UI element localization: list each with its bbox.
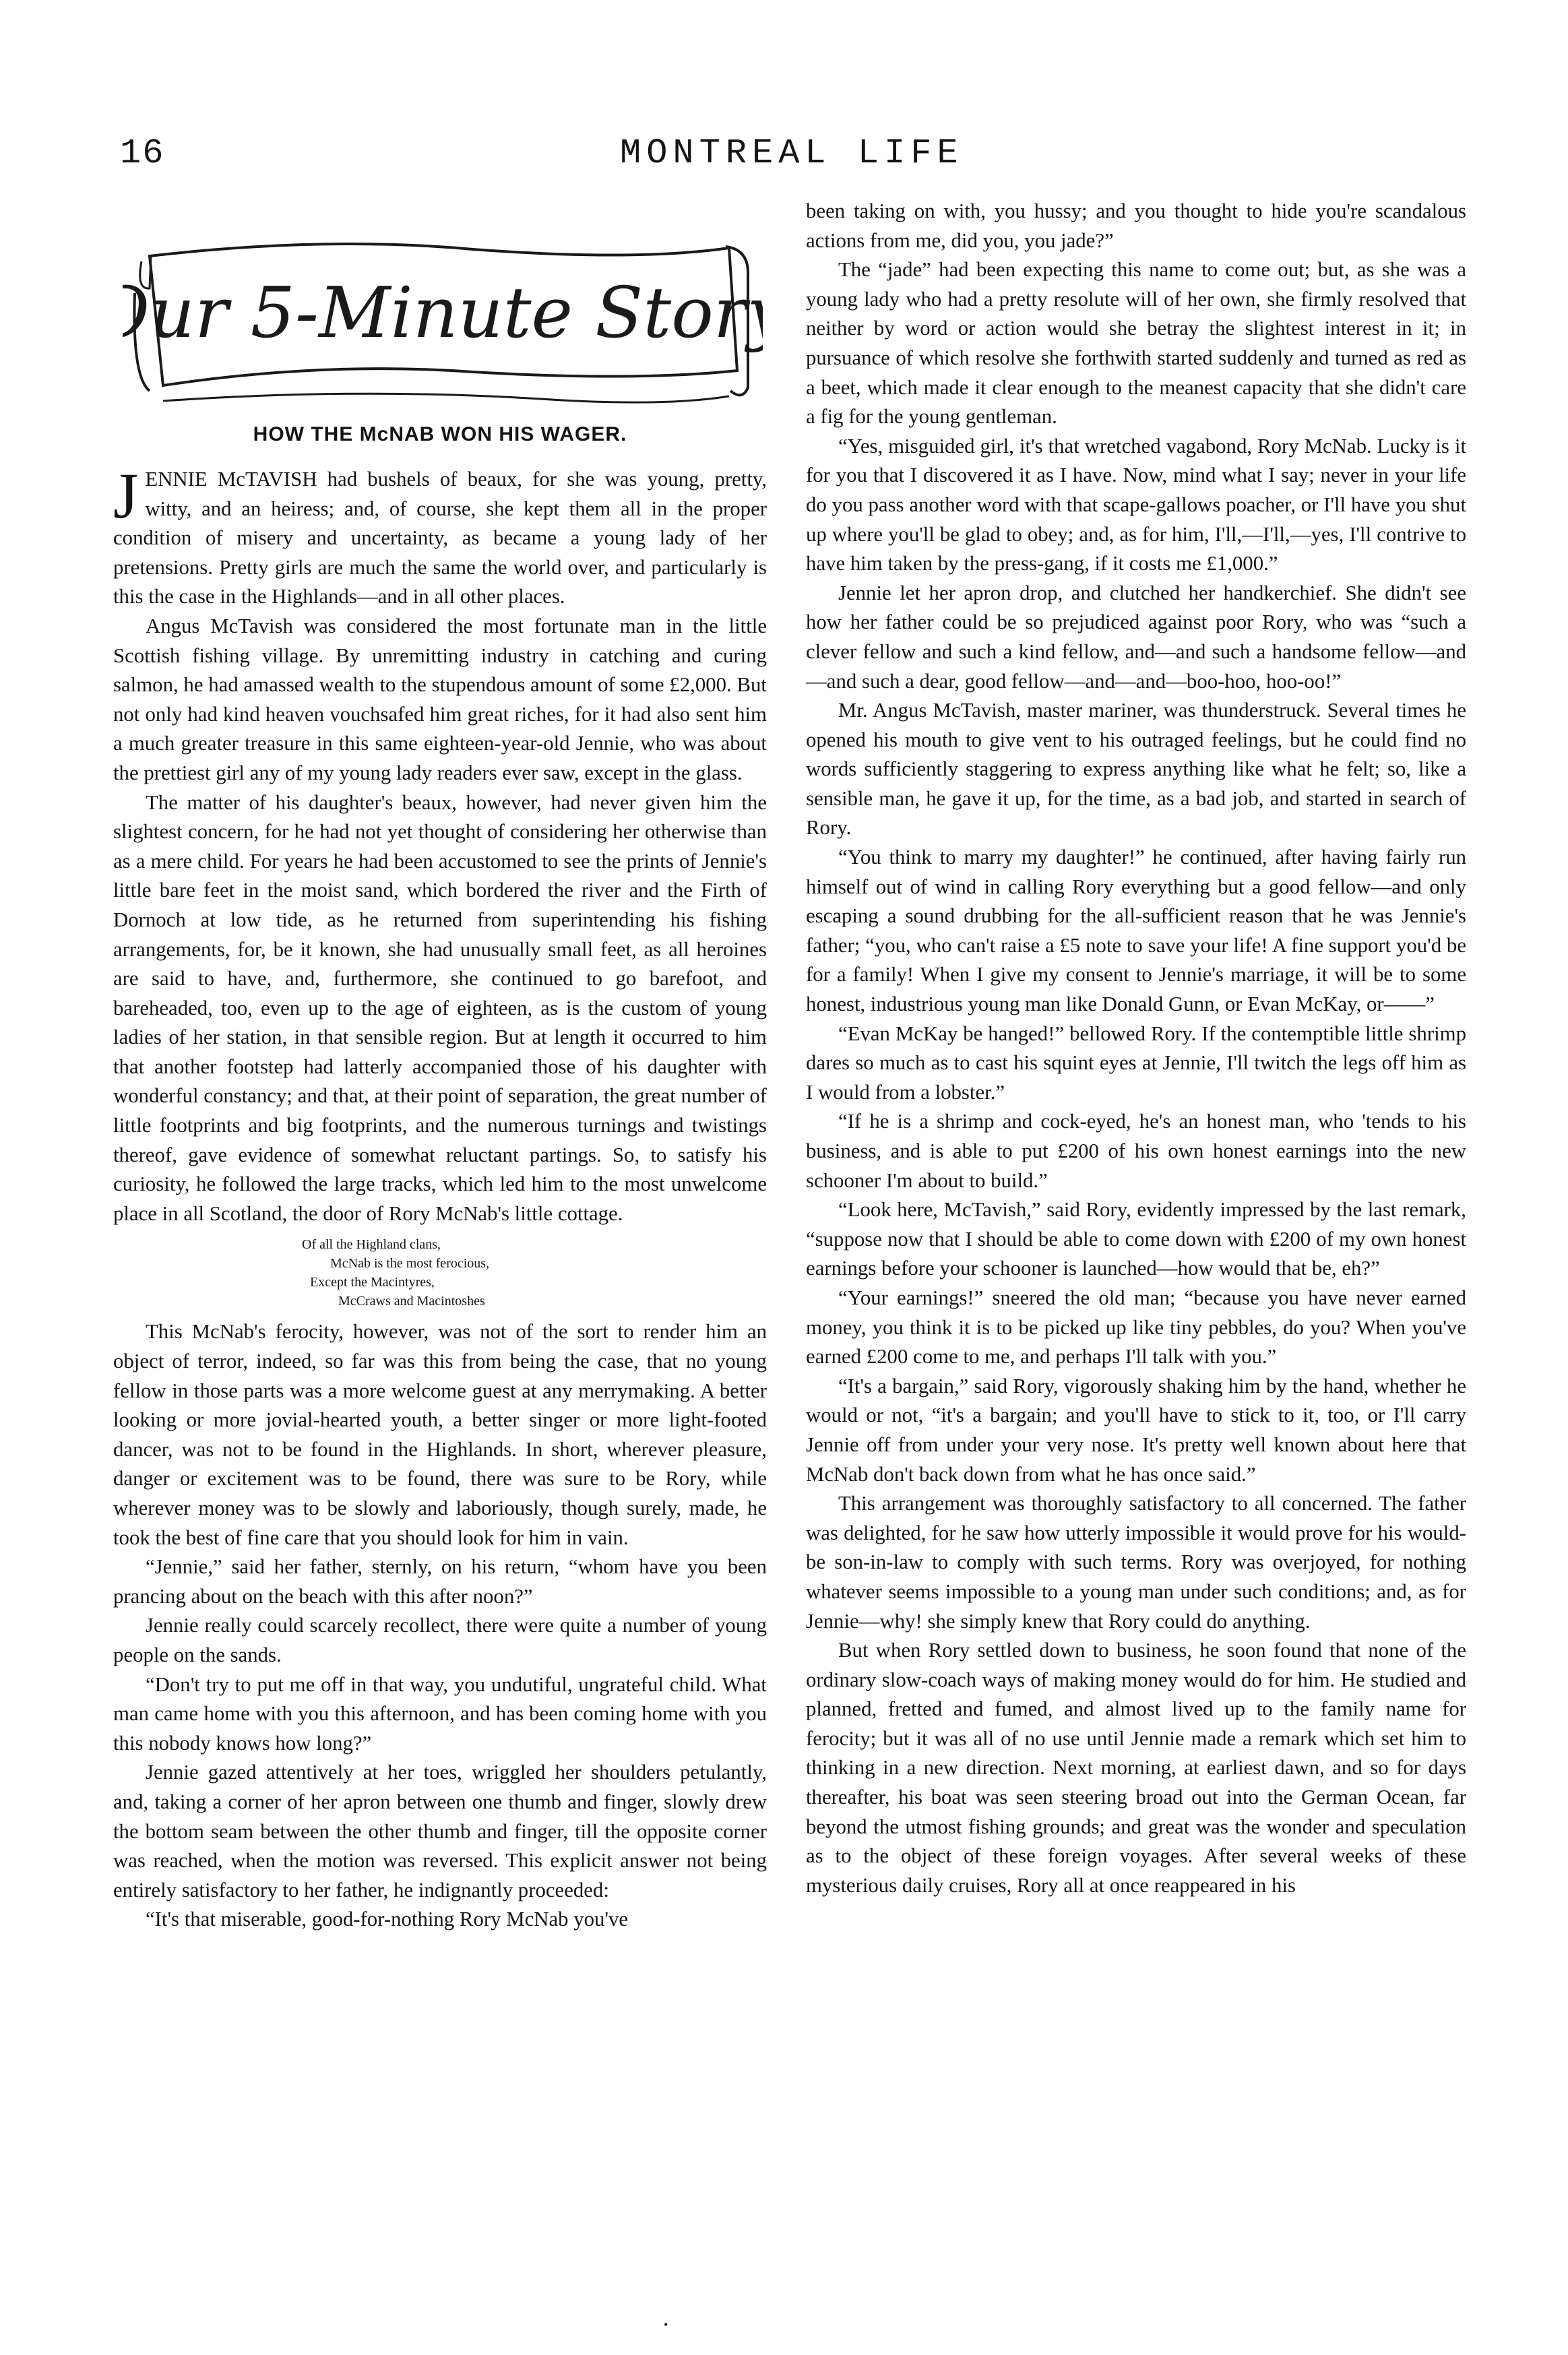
- running-title: MONTREAL LIFE: [620, 133, 964, 173]
- story-paragraph: Jennie let her apron drop, and clutched her handkerchief. She didn't see how her father could be so prejudiced against poor Rory, who was “such a clever fellow and such a kind fellow, and—and such a handsome fellow—and—and such a dear, good fellow—and—and—boo-hoo, hoo-oo!”: [806, 581, 1466, 693]
- story-paragraph: This McNab's ferocity, however, was not of the sort to render him an object of terror, indeed, so far was this from being the case, that no young fellow in those parts was a more welcome guest at any merrymaking. A better looking or more jovial-hearted youth, a better singer or more light-footed dancer, was not to be found in the Highlands. In short, wherever pleasure, danger or excitement was to be found, there was sure to be Rory, while wherever money was to be slowly and laboriously, though surely, made, he took the best of fine care that you should look for him in vain.: [113, 1320, 767, 1549]
- story-paragraph: “Don't try to put me off in that way, you undutiful, ungrateful child. What man came home with you this afternoon, and has been coming home with you this nobody knows how long?”: [113, 1672, 767, 1755]
- banner-title: Our 5-Minute Story: [123, 272, 763, 354]
- verse: [302, 1235, 767, 1311]
- story-banner: [123, 229, 763, 411]
- story-paragraph: been taking on with, you hussy; and you thought to hide you're scandalous actions from me, did you, you jade?”: [806, 199, 1466, 252]
- story-paragraph: But when Rory settled down to business, he soon found that none of the ordinary slow-coach ways of making money would do for him. He studied and planned, fretted and fumed, and almost lived up to the family name for ferocity; but it was all of no use until Jennie made a remark which set him to thinking in a new direction. Next morning, at earliest dawn, and so for days thereafter, his boat was seen steering broad out into the German Ocean, far beyond the utmost fishing grounds; and great was the wonder and speculation as to the object of these foreign voyages. After several weeks of these mysterious daily cruises, Rory all at once reappeared in his: [806, 1639, 1466, 1897]
- banner-scroll-graphic: [123, 229, 763, 411]
- page-header: [0, 133, 1568, 187]
- story-paragraph: “Look here, McTavish,” said Rory, evidently impressed by the last remark, “suppose now that I should be able to come down with £200 of my own honest earnings before your schooner is launched—how would that be, eh?”: [806, 1198, 1466, 1280]
- right-column: [806, 197, 1466, 1900]
- story-paragraph: Angus McTavish was considered the most fortunate man in the little Scottish fishing village. By unremitting industry in catching and curing salmon, he had amassed wealth to the stupendous amount of some £2,000. But not only had kind heaven vouchsafed him great riches, for it had also sent him a much greater treasure in this same eighteen-year-old Jennie, who was about the prettiest girl any of my young lady readers ever saw, except in the glass.: [113, 614, 767, 784]
- story-paragraph: “Jennie,” said her father, sternly, on his return, “whom have you been prancing about on the beach with this after noon?”: [113, 1555, 767, 1608]
- verse-line: McCraws and Macintoshes: [338, 1294, 485, 1309]
- verse-line: Of all the Highland clans,: [302, 1237, 441, 1253]
- story-paragraph: Jennie gazed attentively at her toes, wriggled her shoulders petulantly, and, taking a corner of her apron between one thumb and finger, slowly drew the bottom seam between the other thumb and finger, till the opposite corner was reached, when the motion was reversed. This explicit answer not being entirely satisfactory to her father, he indignantly proceeded:: [113, 1761, 767, 1902]
- story-paragraph: The “jade” had been expecting this name to come out; but, as she was a young lady who had a pretty resolute will of her own, she firmly resolved that neither by word or action would she betray the slightest interest in it; in pursuance of which resolve she forthwith started suddenly and turned as red as a beet, which made it clear enough to the meanest capacity that she didn't care a fig for the young gentleman.: [806, 258, 1466, 429]
- footer-mark: •: [664, 2318, 668, 2331]
- verse-line: McNab is the most ferocious,: [330, 1256, 490, 1271]
- story-paragraph: “Yes, misguided girl, it's that wretched vagabond, Rory McNab. Lucky is it for you that I discovered it as I have. Now, mind what I say; never in your life do you pass another word with that scape-gallows poacher, or I'll have you shut up where you'll be glad to obey; and, as for him, I'll,—I'll,—yes, I'll contrive to have him taken by the press-gang, if it costs me £1,000.”: [806, 434, 1466, 575]
- story-paragraph: “Your earnings!” sneered the old man; “because you have never earned money, you think it is to be picked up like tiny pebbles, do you? When you've earned £200 come to me, and perhaps I'll talk with you.”: [806, 1286, 1466, 1369]
- drop-cap: J: [113, 460, 139, 532]
- page-number: 16: [120, 133, 165, 173]
- story-paragraph: Mr. Angus McTavish, master mariner, was thunderstruck. Several times he opened his mouth to give vent to his outraged feelings, but he could find no words sufficiently staggering to express anything like what he felt; so, like a sensible man, he gave it up, for the time, as a bad job, and started in search of Rory.: [806, 699, 1466, 840]
- story-paragraph: “If he is a shrimp and cock-eyed, he's an honest man, who 'tends to his business, and is able to put £200 of his own honest earnings into the new schooner I'm about to build.”: [806, 1110, 1466, 1192]
- story-paragraph: “Evan McKay be hanged!” bellowed Rory. If the contemptible little shrimp dares so much as to cast his squint eyes at Jennie, I'll twitch the legs off him as I would from a lobster.”: [806, 1022, 1466, 1104]
- story-paragraph: “You think to marry my daughter!” he continued, after having fairly run himself out of wind in calling Rory everything but a good fellow—and only escaping a sound drubbing for the all-sufficient reason that he was Jennie's father; “you, who can't raise a £5 note to save your life! A fine support you'd be for a family! When I give my consent to Jennie's marriage, it will be to some honest, industrious young man like Donald Gunn, or Evan McKay, or——”: [806, 846, 1466, 1016]
- story-paragraph: This arrangement was thoroughly satisfactory to all concerned. The father was delighted, for he saw how utterly impossible it would prove for his would-be son-in-law to comply with such terms. Rory was overjoyed, for nothing whatever seems impossible to a young man under such conditions; and, as for Jennie—why! she simply knew that Rory could do anything.: [806, 1492, 1466, 1633]
- story-title: HOW THE McNAB WON HIS WAGER.: [253, 423, 627, 445]
- story-paragraph: The matter of his daughter's beaux, however, had never given him the slightest concern, for he had not yet thought of considering her otherwise than as a mere child. For years he had been accustomed to see the prints of Jennie's little bare feet in the moist sand, which bordered the river and the Firth of Dornoch at low tide, as he returned from superintending his fishing arrangements, for, be it known, she had unusually small feet, as all heroines are said to have, and, furthermore, she continued to go barefoot, and bareheaded, too, even up to the age of eighteen, as is the custom of young ladies of her station, in that sensible region. But at length it occurred to him that another footstep had latterly accompanied those of his daughter with wonderful constancy; and that, at their point of separation, the great number of little footprints and big footprints, and the numerous turnings and twistings thereof, gave evidence of somewhat reluctant partings. So, to satisfy his curiosity, he followed the large tracks, which led him to the most unwelcome place in all Scotland, the door of Rory McNab's little cottage.: [113, 790, 767, 1225]
- story-paragraph: JENNIE McTAVISH had bushels of beaux, for she was young, pretty, witty, and an heiress; and, of course, she kept them all in the proper condition of misery and uncertainty, as became a young lady of her pretensions. Pretty girls are much the same the world over, and particularly is this the case in the Highlands—and in all other places.: [113, 460, 767, 608]
- story-paragraph: “It's that miserable, good-for-nothing Rory McNab you've: [146, 1908, 629, 1931]
- verse-line: Except the Macintyres,: [310, 1275, 435, 1290]
- story-paragraph: “It's a bargain,” said Rory, vigorously shaking him by the hand, whether he would or not, “it's a bargain; and you'll have to stick to it, too, or I'll carry Jennie off from under your very nose. It's pretty well known about here that McNab don't back down from what he has once said.”: [806, 1374, 1466, 1486]
- left-column: [113, 460, 767, 1935]
- story-paragraph: Jennie really could scarcely recollect, there were quite a number of young people on the sands.: [113, 1614, 767, 1666]
